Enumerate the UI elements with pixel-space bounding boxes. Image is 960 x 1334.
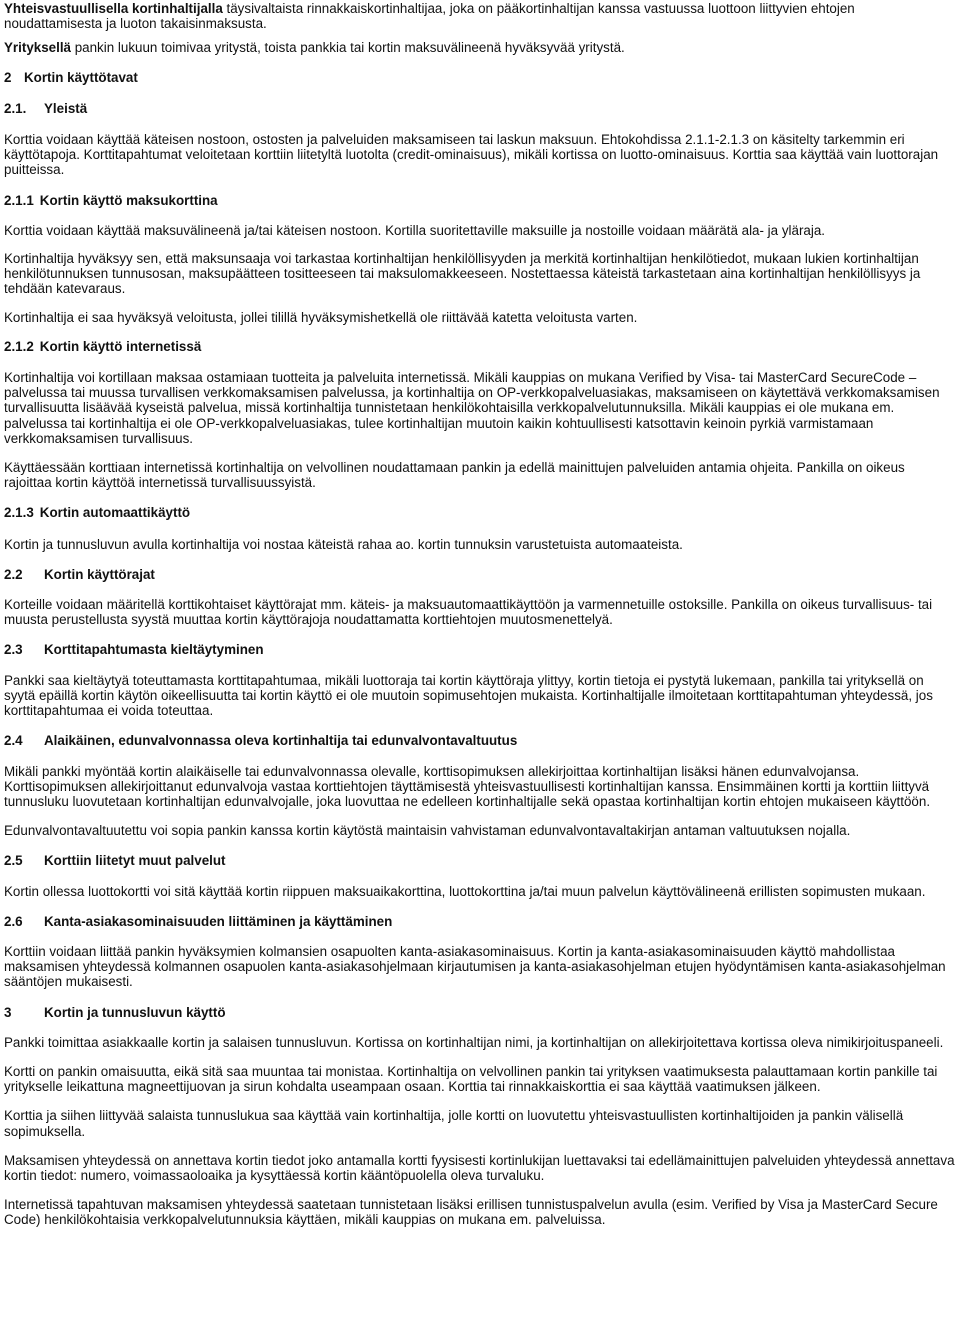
section-heading <box>4 339 956 354</box>
spacer <box>4 1094 956 1108</box>
paragraph-text: Pankki saa kieltäytyä toteuttamasta korttitapahtumaa, mikäli luottoraja tai kortin käyttöraja ylittyy, kortin tietoja ei pystytä lukemaan, pankilla tai yrityksellä on syytä epäillä kortin käytön oikeellisuutta tai kortin käyttö ei ole muutoin sopimusehtojen mukaista. Kortinhaltijalle ilmoitetaan korttitapahtuman yhteydessä, jos korttitapahtumaa ei voida toteuttaa. <box>4 672 933 719</box>
section-number: 2.4 <box>4 733 23 749</box>
section-number: 2.3 <box>4 642 23 658</box>
body-paragraph <box>4 1197 956 1227</box>
section-number: 2.1. <box>4 100 27 116</box>
paragraph-text: Kortin ja tunnusluvun avulla kortinhaltija voi nostaa käteistä rahaa ao. kortin tunnuksin varustetuista automaateista. <box>4 536 683 552</box>
section-title: Kortin käyttörajat <box>44 566 155 582</box>
section-number: 2.1.1 <box>4 192 34 208</box>
section-heading <box>4 733 956 748</box>
spacer <box>4 899 956 914</box>
spacer <box>4 297 956 310</box>
body-paragraph <box>4 823 956 838</box>
spacer <box>4 929 956 944</box>
spacer <box>4 838 956 853</box>
paragraph-text: Kortin ollessa luottokortti voi sitä käyttää kortin riippuen maksuaikakorttina, luottokorttina ja/tai muun palvelun käyttövälineenä erillisten sopimusten mukaan. <box>4 883 926 899</box>
document-body <box>4 1 956 1228</box>
spacer <box>4 990 956 1005</box>
spacer <box>4 749 956 764</box>
paragraph-text: Edunvalvontavaltuutettu voi sopia pankin kanssa kortin käytöstä maintaisin vahvistaman edunvalvontavaltakirjan antaman valtuutuksen nojalla. <box>4 823 851 839</box>
spacer <box>4 56 956 70</box>
body-paragraph <box>4 764 956 810</box>
body-paragraph <box>4 40 956 55</box>
body-paragraph <box>4 537 956 552</box>
section-title: Korttitapahtumasta kieltäytyminen <box>44 642 264 658</box>
section-number: 2.1.2 <box>4 338 34 354</box>
body-paragraph <box>4 673 956 719</box>
section-title: Korttiin liitetyt muut palvelut <box>44 853 226 869</box>
section-title: Yleistä <box>44 100 88 116</box>
spacer <box>4 1020 956 1035</box>
spacer <box>4 552 956 567</box>
paragraph-text: Pankki toimittaa asiakkaalle kortin ja salaisen tunnusluvun. Kortissa on kortinhaltijan nimi, ja kortinhaltijan on allekirjoitettava kortissa oleva nimikirjoituspaneeli. <box>4 1034 944 1050</box>
paragraph-text: Internetissä tapahtuvan maksamisen yhteydessä saatetaan tunnistetaan lisäksi erillisen tunnistuspalvelun avulla (esim. Verified by Visa ja MasterCard Secure Code) henkilökohtaisia verkkopalvelutunnuksia käyttäen, mikäli kauppias on mukana em. palveluissa. <box>4 1197 938 1228</box>
body-paragraph <box>4 944 956 990</box>
paragraph-text: Kortinhaltija hyväksyy sen, että maksunsaaja voi tarkastaa kortinhaltijan henkilöllisyyden ja merkitä kortinhaltijan henkilötiedot, mukaan lukien kortinhaltijan henkilötunnuksen tunnusosan, maksupäätteen tositteeseen tai maksulomakkeeseen. Nostettaessa käteistä tarkastetaan aina kortinhaltijan henkilöllisyys ja tehdään katevaraus. <box>4 251 921 297</box>
spacer <box>4 1050 956 1064</box>
section-number: 2.1.3 <box>4 505 34 521</box>
body-paragraph <box>4 1108 956 1138</box>
section-title: Kortin käyttö internetissä <box>39 338 202 354</box>
spacer <box>4 658 956 673</box>
paragraph-text: Käyttäessään korttiaan internetissä kortinhaltija on velvollinen noudattamaan pankin ja edellä mainittujen palveluiden antamia ohjeita. Pankilla on oikeus rajoittaa kortin käyttöä internetissä turvallisuussyistä. <box>4 460 905 491</box>
spacer <box>4 116 956 132</box>
section-heading <box>4 101 956 116</box>
section-title: Kanta-asiakasominaisuuden liittäminen ja käyttäminen <box>44 913 393 929</box>
section-title: Kortin käyttö maksukorttina <box>39 192 218 208</box>
section-heading <box>4 914 956 929</box>
paragraph-text: Kortinhaltija ei saa hyväksyä veloitusta, jollei tilillä hyväksymishetkellä ole riittävää katetta veloitusta varten. <box>4 309 638 325</box>
spacer <box>4 325 956 339</box>
body-paragraph <box>4 1064 956 1094</box>
section-number: 2 <box>4 69 12 85</box>
spacer <box>4 1139 956 1153</box>
paragraph-text: pankin lukuun toimivaa yritystä, toista pankkia tai kortin maksuvälineenä hyväksyvää yritystä. <box>71 40 625 56</box>
spacer <box>4 208 956 223</box>
section-heading <box>4 853 956 868</box>
paragraph-text: Korteille voidaan määritellä korttikohtaiset käyttörajat mm. käteis- ja maksuautomaattikäyttöön ja varmennetuille ostoksille. Pankilla on oikeus turvallisuus- tai muusta perustellusta syystä muuttaa kortin käyttörajoja noudattamatta korttiehtojen muutosmenettelyä. <box>4 597 933 628</box>
section-title: Kortin ja tunnusluvun käyttö <box>44 1004 226 1020</box>
section-heading <box>4 567 956 582</box>
spacer <box>4 582 956 597</box>
section-number: 3 <box>4 1004 12 1020</box>
section-heading <box>4 70 956 85</box>
paragraph-text: Korttia voidaan käyttää käteisen nostoon, ostosten ja palveluiden maksamiseen tai laskun maksuun. Ehtokohdissa 2.1.1-2.1.3 on käsitelty tarkemmin eri käyttötapoja. Korttitapahtumat veloitetaan korttiin liitetyltä luotolta (credit-ominaisuus), mikäli kortissa on luotto-ominaisuus. Korttia saa käyttää vain luottorajan puitteissa. <box>4 132 939 178</box>
spacer <box>4 238 956 251</box>
section-title: Alaikäinen, edunvalvonnassa oleva kortinhaltija tai edunvalvontavaltuutus <box>44 733 518 749</box>
definition-term: Yhteisvastuullisella kortinhaltijalla <box>4 1 223 16</box>
body-paragraph <box>4 251 956 297</box>
paragraph-text: Korttiin voidaan liittää pankin hyväksymien kolmansien osapuolten kanta-asiakasominaisuus. Kortin ja kanta-asiakasominaisuuden käyttö mahdollistaa maksamisen yhteydessä kolmannen osapuolen kanta-asiakasohjelmaan kirjautumisen ja kanta-asiakasohjelman etujen hyödyntämisen kanta-asiakasohjelman sääntöjen mukaisesti. <box>4 943 946 990</box>
spacer <box>4 31 956 40</box>
spacer <box>4 521 956 537</box>
paragraph-text: Kortinhaltija voi kortillaan maksaa ostamiaan tuotteita ja palveluita internetissä. Mikäli kauppias on mukana Verified by Visa- tai MasterCard SecureCode –palvelussa tai muussa turvallisen verkkomaksamisen palvelussa, ja kortinhaltija on OP-verkkopalveluasiakas, maksamiseen on käytettävä verkkomaksamisen turvallisuutta lisäävää kyseistä palvelua, missä kortinhaltija tunnistetaan henkilökohtaisilla verkkopalvelutunnuksilla. Mikäli kauppias ei ole mukana em. palvelussa tai kortinhaltija ei ole OP-verkkopalveluasiakas, tulee kortinhaltijan muutoin kaikin kohtuullisesti katsottavin keinoin pyrkiä varmistamaan verkkomaksamisen turvallisuus. <box>4 370 940 446</box>
paragraph-text: Korttia ja siihen liittyvää salaista tunnuslukua saa käyttää vain kortinhaltija, jolle kortti on luovutettu yhteisvastuullisten kortinhaltijoiden ja pankin välisellä sopimuksella. <box>4 1108 904 1139</box>
section-heading <box>4 505 956 520</box>
spacer <box>4 178 956 193</box>
paragraph-text: Maksamisen yhteydessä on annettava kortin tiedot joko antamalla kortti fyysisesti kortinlukijan luettavaksi tai edellämainittujen palveluiden yhteydessä annettava kortin tiedot: numero, voimassaoloaika ja kysyttäessä kortin kääntöpuolella oleva turvaluku. <box>4 1152 955 1183</box>
body-paragraph <box>4 597 956 627</box>
body-paragraph <box>4 310 956 325</box>
body-paragraph <box>4 132 956 178</box>
spacer <box>4 490 956 505</box>
section-number: 2.2 <box>4 566 23 582</box>
spacer <box>4 869 956 884</box>
section-heading <box>4 642 956 657</box>
spacer <box>4 718 956 733</box>
body-paragraph <box>4 1035 956 1050</box>
paragraph-text: Kortti on pankin omaisuutta, eikä sitä saa muuntaa tai monistaa. Kortinhaltija on velvollinen pankin tai yrityksen vaatimuksesta palauttamaan kortin pankille tai yritykselle leikattuna magneettijuovan ja sirun kohdalta useampaan osaan. Korttia tai rinnakkaiskorttia ei saa käyttää vaatimuksen jälkeen. <box>4 1063 938 1095</box>
section-title: Kortin automaattikäyttö <box>39 505 191 521</box>
body-paragraph <box>4 1 956 31</box>
section-number: 2.6 <box>4 913 23 929</box>
spacer <box>4 446 956 460</box>
body-paragraph <box>4 884 956 899</box>
paragraph-text: Mikäli pankki myöntää kortin alaikäiselle tai edunvalvonnassa olevalle, korttisopimuksen allekirjoittaa kortinhaltijan lisäksi hänen edunvalvojansa. Korttisopimuksen allekirjoittanut edunvalvoja vastaa korttiehtojen täyttämisestä yhteisvastuullisesti kortinhaltijan kanssa. Ensimmäinen kortti ja korttiin liittyvä tunnusluku luovutetaan kortinhaltijan edunvalvojalle, joka luovuttaa ne edelleen kortinhaltijalle sekä opastaa kortinhaltijan kortin ehtojen mukaiseen käyttöön. <box>4 763 931 809</box>
body-paragraph <box>4 370 956 446</box>
spacer <box>4 809 956 823</box>
section-number: 2.5 <box>4 853 23 869</box>
spacer <box>4 627 956 642</box>
section-title: Kortin käyttötavat <box>24 69 138 85</box>
body-paragraph <box>4 460 956 490</box>
body-paragraph <box>4 1153 956 1183</box>
spacer <box>4 354 956 370</box>
paragraph-text: Korttia voidaan käyttää maksuvälineenä ja/tai käteisen nostoon. Kortilla suoritettaville maksuille ja nostoille voidaan määrätä ala- ja yläraja. <box>4 222 825 238</box>
section-heading <box>4 193 956 208</box>
definition-term: Yrityksellä <box>4 40 71 56</box>
body-paragraph <box>4 223 956 238</box>
spacer <box>4 85 956 101</box>
spacer <box>4 1183 956 1197</box>
paragraph-text: täysivaltaista rinnakkaiskortinhaltijaa, joka on pääkortinhaltijan kanssa vastuussa luottoon liittyvien ehtojen noudattamisesta ja luoton takaisinmaksusta. <box>4 1 855 32</box>
section-heading <box>4 1005 956 1020</box>
